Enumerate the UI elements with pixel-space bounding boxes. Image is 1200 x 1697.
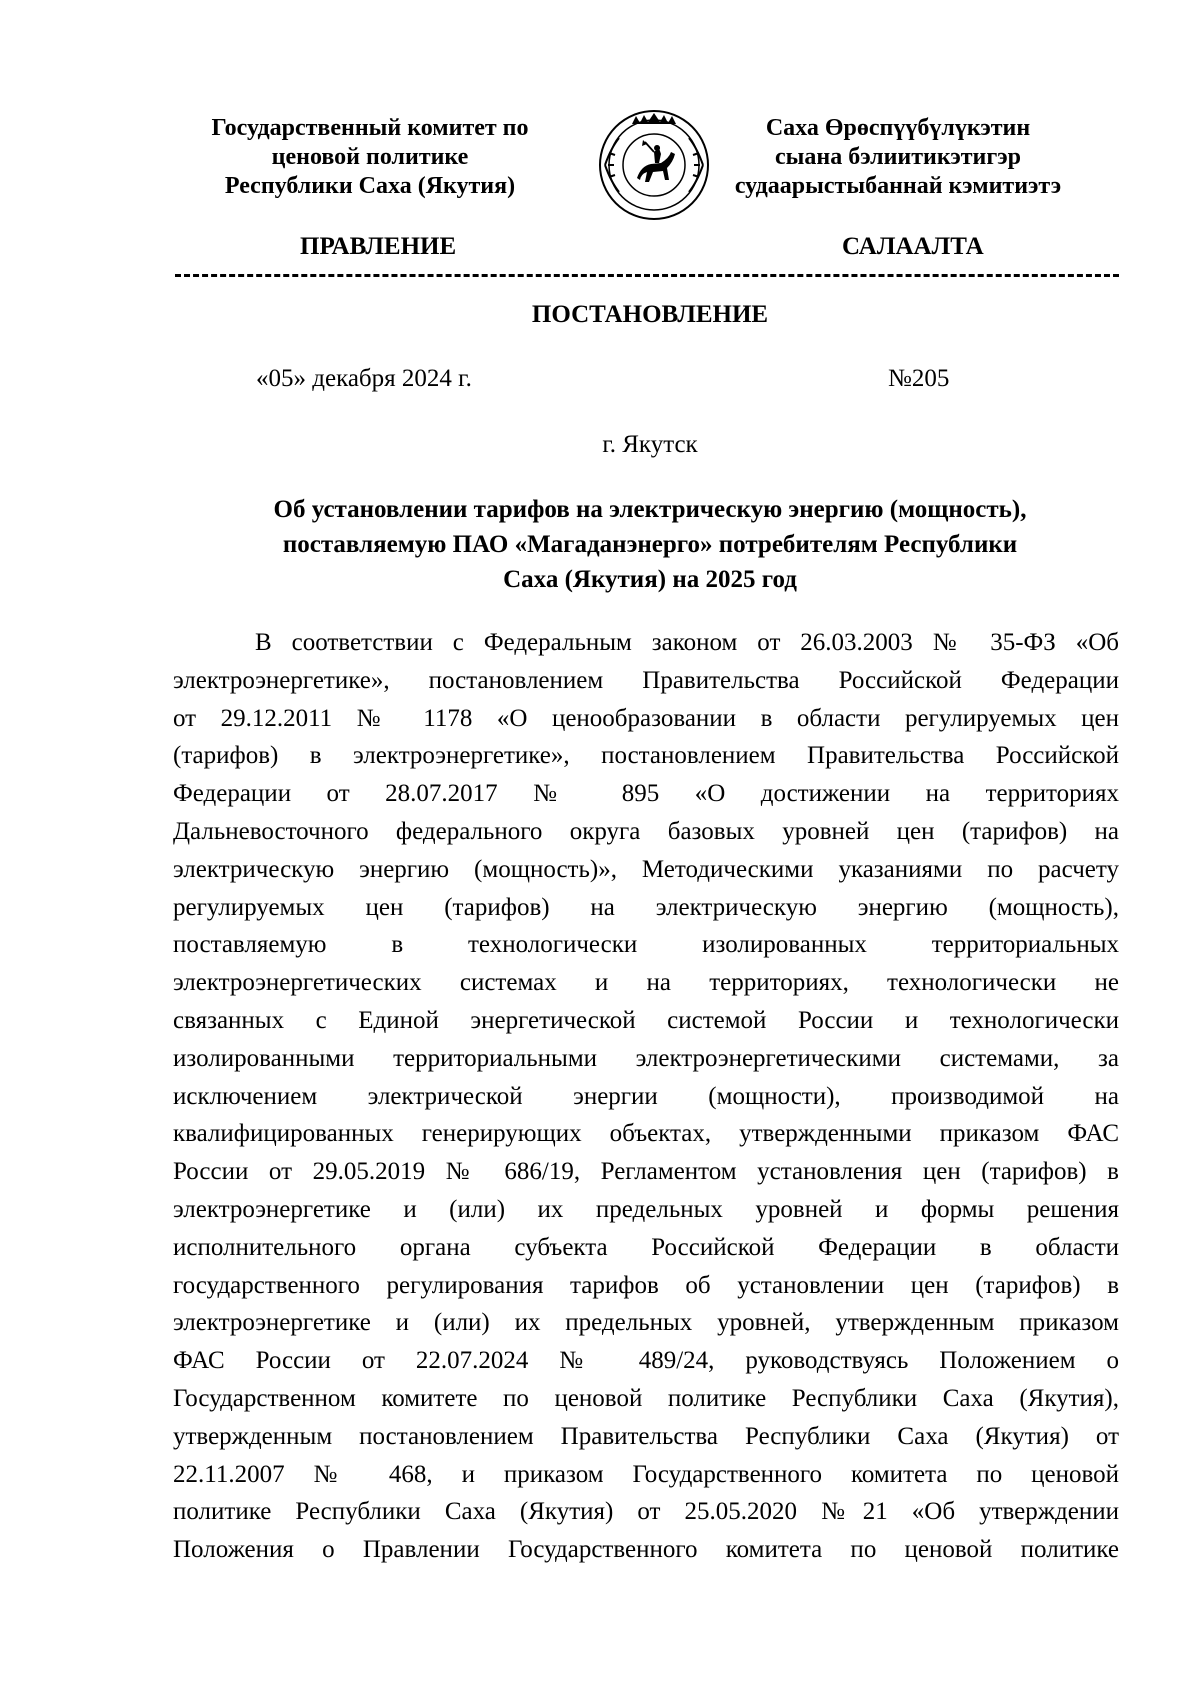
document-date: «05» декабря 2024 г. — [256, 365, 472, 392]
board-label-sakha: САЛААЛТА — [842, 233, 984, 260]
header-divider — [175, 274, 1119, 277]
organization-name-russian — [170, 114, 570, 201]
body-line: государственного регулирования тарифов об установлении цен (тарифов) в — [173, 1271, 1119, 1299]
org-ru-line-2: ценовой политике — [271, 144, 469, 170]
body-line: электроэнергетике», постановлением Правительства Российской Федерации — [173, 666, 1119, 694]
body-line: поставляемую в технологически изолированных территориальных — [173, 931, 1119, 959]
org-ru-line-3: Республики Саха (Якутия) — [224, 173, 516, 199]
subject-line: Саха (Якутия) на 2025 год — [503, 566, 797, 593]
body-line: Федерации от 28.07.2017 № 895 «О достижении на территориях — [173, 780, 1119, 808]
body-line: 22.11.2007 № 468, и приказом Государственного комитета по ценовой — [173, 1460, 1119, 1488]
body-line: электрическую энергию (мощность)», Методическими указаниями по расчету — [173, 855, 1119, 883]
body-line: утвержденным постановлением Правительства Республики Саха (Якутия) от — [173, 1422, 1119, 1450]
body-line: исключением электрической энергии (мощности), производимой на — [173, 1082, 1119, 1110]
document-city: г. Якутск — [602, 431, 698, 458]
body-line: исполнительного органа субъекта Российской Федерации в области — [173, 1233, 1119, 1261]
document-type-heading: ПОСТАНОВЛЕНИЕ — [531, 301, 769, 328]
organization-name-sakha — [708, 114, 1088, 201]
document-number: №205 — [888, 365, 950, 392]
org-sah-line-1: Саха Өрөспүүбүлүкэтин — [765, 115, 1031, 141]
body-line: электроэнергетике и (или) их предельных уровней и формы решения — [173, 1195, 1119, 1223]
body-line: квалифицированных генерирующих объектах, утвержденными приказом ФАС — [173, 1120, 1119, 1148]
body-line: электроэнергетике и (или) их предельных уровней, утвержденным приказом — [173, 1309, 1119, 1337]
document-body — [173, 624, 1119, 1569]
body-line: Дальневосточного федерального округа базовых уровней цен (тарифов) на — [173, 817, 1119, 845]
body-line: политике Республики Саха (Якутия) от 25.05.2020 №21 «Об утверждении — [173, 1498, 1119, 1526]
subject-line: Об установлении тарифов на электрическую энергию (мощность), — [273, 496, 1027, 523]
body-line: электроэнергетических системах и на территориях, технологически не — [173, 969, 1119, 997]
org-ru-line-1: Государственный комитет по — [211, 115, 529, 141]
board-label-russian: ПРАВЛЕНИЕ — [300, 233, 457, 260]
subject-line: поставляемую ПАО «Магаданэнерго» потребителям Республики — [282, 531, 1018, 558]
body-line: ФАС России от 22.07.2024 № 489/24, руководствуясь Положением о — [173, 1347, 1119, 1375]
body-line: от 29.12.2011 № 1178 «О ценообразовании в области регулируемых цен — [173, 704, 1119, 732]
document-subject — [180, 492, 1120, 597]
body-line: изолированными территориальными электроэнергетическими системами, за — [173, 1044, 1119, 1072]
org-sah-line-3: судаарыстыбаннай кэмитиэтэ — [734, 173, 1062, 199]
body-line: России от 29.05.2019 № 686/19, Регламентом установления цен (тарифов) в — [173, 1158, 1119, 1186]
body-line: регулируемых цен (тарифов) на электрическую энергию (мощность), — [173, 893, 1119, 921]
body-line: Положения о Правлении Государственного комитета по ценовой политике — [173, 1536, 1119, 1564]
body-line: Государственном комитете по ценовой политике Республики Саха (Якутия), — [173, 1384, 1119, 1412]
body-line: (тарифов) в электроэнергетике», постановлением Правительства Российской — [173, 742, 1119, 770]
body-line: связанных с Единой энергетической системой России и технологически — [173, 1006, 1119, 1034]
body-line: В соответствии с Федеральным законом от 26.03.2003 № 35-ФЗ «Об — [255, 629, 1119, 656]
org-sah-line-2: сыана бэлиитикэтигэр — [774, 144, 1021, 170]
coat-of-arms-emblem-icon — [597, 108, 711, 222]
